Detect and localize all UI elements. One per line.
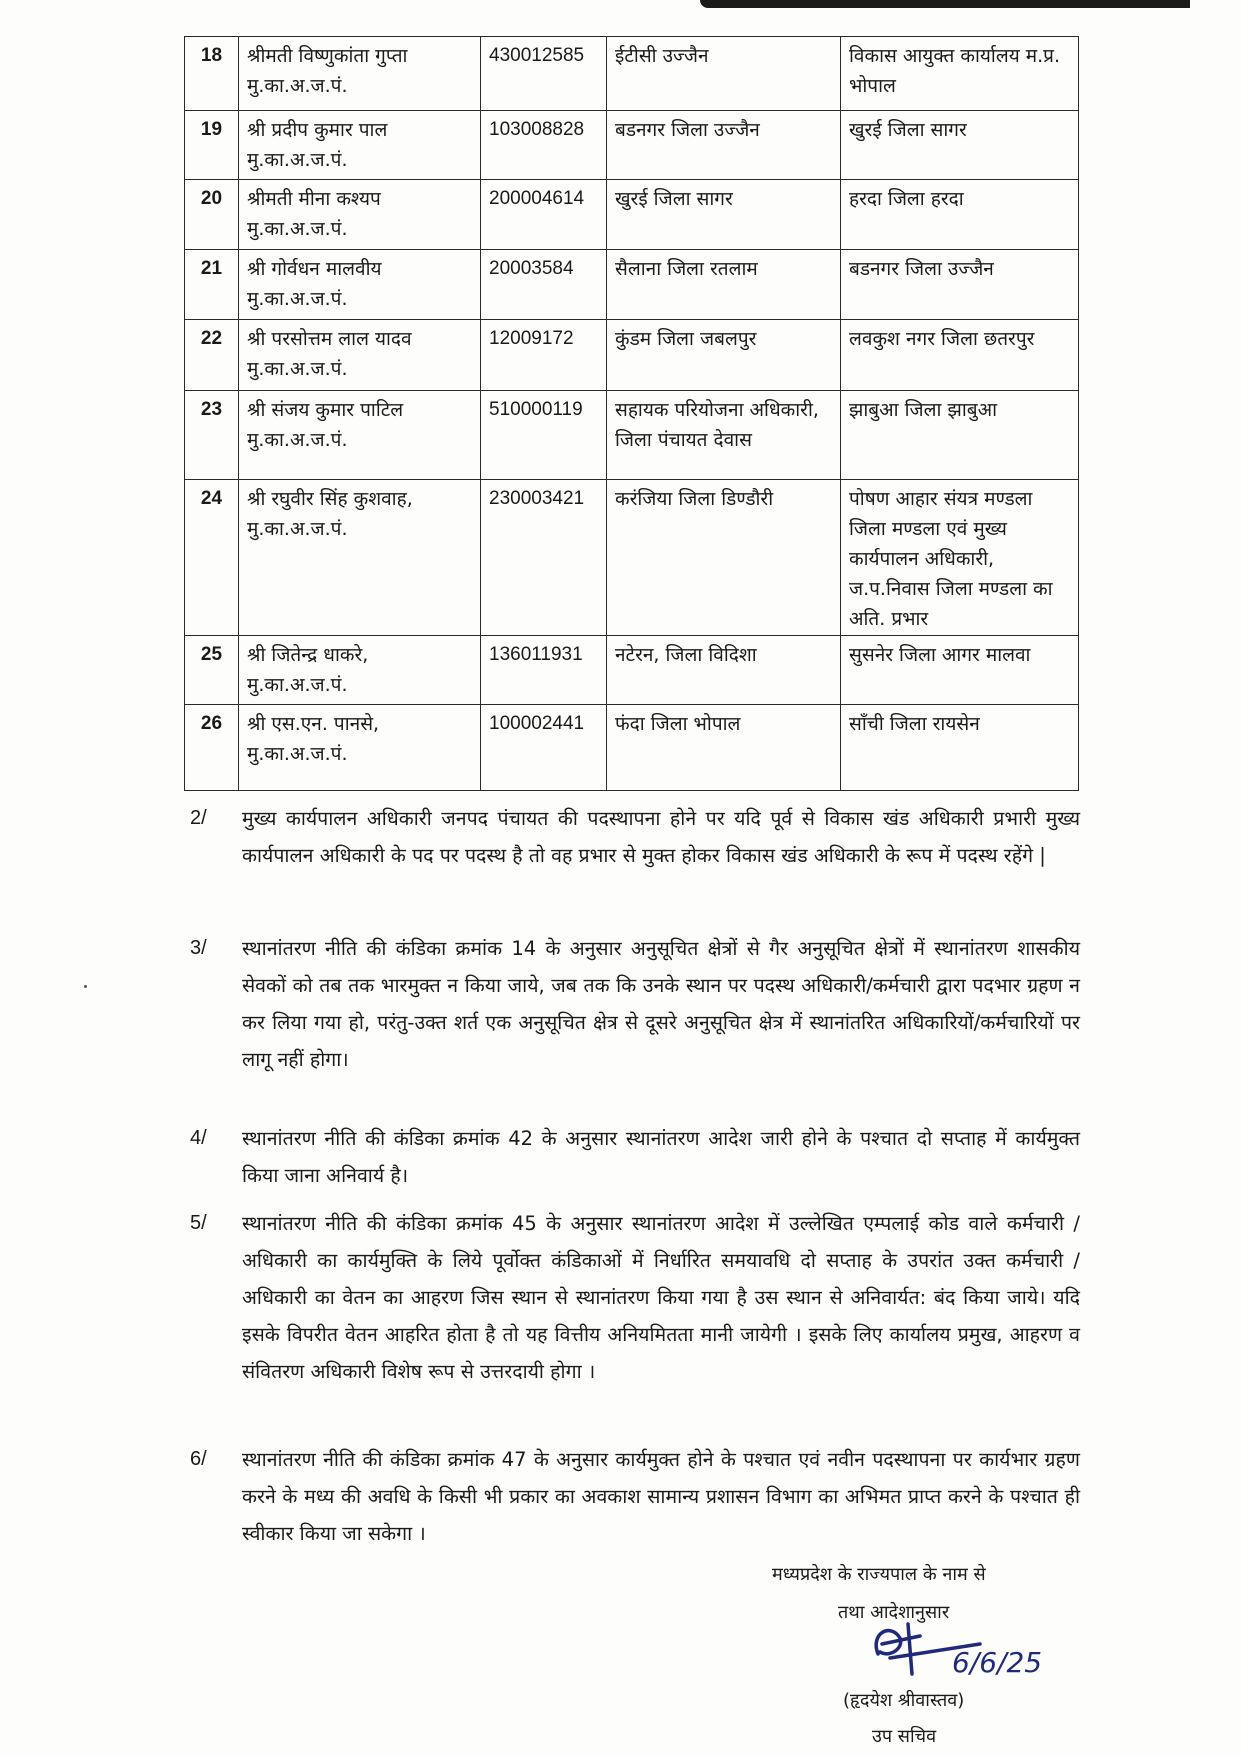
- serial-number-text: 26: [200, 713, 223, 734]
- table-row: [185, 391, 1079, 480]
- current-posting: [607, 180, 841, 250]
- employee-code-text: 103008828: [489, 119, 585, 140]
- current-posting: [607, 480, 841, 636]
- employee-code-text: 510000119: [489, 399, 583, 420]
- instruction-paragraph: [190, 800, 1080, 874]
- current-posting-text: खुरई जिला सागर: [615, 188, 733, 210]
- new-posting: [841, 111, 1079, 180]
- new-posting-text: झाबुआ जिला झाबुआ: [849, 399, 998, 421]
- paragraph-text: स्थानांतरण नीति की कंडिका क्रमांक 42 के अनुसार स्थानांतरण आदेश जारी होने के पश्चात दो सप्ताह में कार्यमुक्त किया जाना अनिवार्य है।: [242, 1127, 1080, 1187]
- instruction-paragraph: [190, 1120, 1080, 1194]
- officer-cell: [239, 480, 481, 636]
- serial-number: [185, 37, 239, 111]
- employee-code: [481, 250, 607, 320]
- officer-cell: [239, 320, 481, 391]
- officer-designation: मु.का.अ.ज.पं.: [247, 358, 348, 380]
- paragraph-text: स्थानांतरण नीति की कंडिका क्रमांक 45 के अनुसार स्थानांतरण आदेश में उल्लेखित एम्पलाई कोड वाले कर्मचारी / अधिकारी का कार्यमुक्ति के लिये पूर्वोक्त कंडिकाओं में निर्धारित समयावधि दो सप्ताह के उपरांत उक्त कर्मचारी / अधिकारी का वेतन का आहरण जिस स्थान से स्थानांतरण किया गया है उस स्थान से अनिवार्यत: बंद किया जाये। यदि इसके विपरीत वेतन आहरित होता है तो यह वित्तीय अनियमितता मानी जायेगी । इसके लिए कार्यालय प्रमुख, आहरण व संवितरण अधिकारी विशेष रूप से उत्तरदायी होगा ।: [242, 1212, 1080, 1383]
- current-posting: [607, 705, 841, 791]
- officer-name: श्रीमती मीना कश्यप: [247, 188, 381, 210]
- new-posting-text: साँची जिला रायसेन: [849, 713, 980, 735]
- officer-designation: मु.का.अ.ज.पं.: [247, 518, 348, 540]
- instruction-paragraph: [190, 1441, 1080, 1552]
- officer-designation: मु.का.अ.ज.पं.: [247, 429, 348, 451]
- employee-code: [481, 480, 607, 636]
- scan-edge-shadow: [700, 0, 1190, 8]
- officer-cell: [239, 180, 481, 250]
- signature-line-1: मध्यप्रदेश के राज्यपाल के नाम से: [772, 1564, 986, 1585]
- employee-code: [481, 705, 607, 791]
- officer-cell: [239, 111, 481, 180]
- scan-speck: [84, 985, 87, 988]
- new-posting: [841, 37, 1079, 111]
- officer-designation: मु.का.अ.ज.पं.: [247, 743, 348, 765]
- new-posting-text: खुरई जिला सागर: [849, 119, 967, 141]
- serial-number: [185, 111, 239, 180]
- officer-cell: [239, 250, 481, 320]
- transfer-table: [184, 36, 1079, 791]
- paragraph-number: 2/: [190, 807, 207, 829]
- officer-designation: मु.का.अ.ज.पं.: [247, 674, 348, 696]
- table-row: [185, 180, 1079, 250]
- new-posting: [841, 705, 1079, 791]
- new-posting-text: विकास आयुक्त कार्यालय म.प्र. भोपाल: [849, 45, 1061, 97]
- current-posting-text: कुंडम जिला जबलपुर: [615, 328, 757, 350]
- new-posting-text: सुसनेर जिला आगर मालवा: [849, 644, 1031, 666]
- current-posting-text: सहायक परियोजना अधिकारी, जिला पंचायत देवास: [615, 399, 819, 451]
- officer-name: श्री गोर्वधन मालवीय: [247, 258, 382, 280]
- new-posting: [841, 180, 1079, 250]
- officer-cell: [239, 705, 481, 791]
- signatory-name: (हृदयेश श्रीवास्तव): [843, 1690, 965, 1711]
- serial-number: [185, 320, 239, 391]
- officer-designation: मु.का.अ.ज.पं.: [247, 288, 348, 310]
- current-posting: [607, 636, 841, 705]
- employee-code-text: 430012585: [489, 45, 585, 66]
- serial-number-text: 20: [200, 188, 223, 209]
- officer-name: श्री एस.एन. पानसे,: [247, 713, 380, 735]
- paragraph-text: स्थानांतरण नीति की कंडिका क्रमांक 14 के अनुसार अनुसूचित क्षेत्रों से गैर अनुसूचित क्षेत्रों में स्थानांतरण शासकीय सेवकों को तब तक भारमुक्त न किया जाये, जब तक कि उनके स्थान पर पदस्थ अधिकारी/कर्मचारी द्वारा पदभार ग्रहण न कर लिया गया हो, परंतु-उक्त शर्त एक अनुसूचित क्षेत्र से दूसरे अनुसूचित क्षेत्र में स्थानांतरित अधिकारियों/कर्मचारियों पर लागू नहीं होगा।: [242, 937, 1080, 1071]
- current-posting: [607, 37, 841, 111]
- officer-designation: मु.का.अ.ज.पं.: [247, 149, 348, 171]
- serial-number-text: 22: [200, 328, 223, 349]
- employee-code-text: 100002441: [489, 713, 585, 734]
- employee-code: [481, 320, 607, 391]
- current-posting-text: बडनगर जिला उज्जैन: [615, 119, 760, 141]
- serial-number-text: 18: [200, 45, 223, 66]
- table-row: [185, 37, 1079, 111]
- table-row: [185, 320, 1079, 391]
- officer-cell: [239, 37, 481, 111]
- serial-number-text: 25: [200, 644, 223, 665]
- instruction-paragraph: [190, 1205, 1080, 1390]
- current-posting-text: ईटीसी उज्जैन: [615, 45, 709, 67]
- current-posting: [607, 111, 841, 180]
- serial-number: [185, 636, 239, 705]
- signature-line-2: तथा आदेशानुसार: [838, 1602, 950, 1623]
- officer-name: श्री जितेन्द्र धाकरे,: [247, 644, 369, 666]
- employee-code-text: 230003421: [489, 488, 585, 509]
- paragraph-number: 6/: [190, 1448, 207, 1470]
- employee-code: [481, 391, 607, 480]
- paragraph-number: 4/: [190, 1127, 207, 1149]
- serial-number: [185, 180, 239, 250]
- officer-name: श्री प्रदीप कुमार पाल: [247, 119, 388, 141]
- officer-name: श्री परसोत्तम लाल यादव: [247, 328, 412, 350]
- serial-number-text: 23: [200, 399, 223, 420]
- current-posting-text: करंजिया जिला डिण्डौरी: [615, 488, 774, 510]
- table-row: [185, 480, 1079, 636]
- new-posting-text: हरदा जिला हरदा: [849, 188, 964, 210]
- new-posting: [841, 636, 1079, 705]
- serial-number: [185, 250, 239, 320]
- paragraph-text: मुख्य कार्यपालन अधिकारी जनपद पंचायत की पदस्थापना होने पर यदि पूर्व से विकास खंड अधिकारी प्रभारी मुख्य कार्यपालन अधिकारी के पद पर पदस्थ है तो वह प्रभार से मुक्त होकर विकास खंड अधिकारी के रूप में पदस्थ रहेंगे |: [242, 807, 1080, 867]
- signatory-title: उप सचिव: [872, 1726, 937, 1747]
- new-posting-text: लवकुश नगर जिला छतरपुर: [849, 328, 1035, 350]
- serial-number: [185, 391, 239, 480]
- new-posting-text: पोषण आहार संयत्र मण्डला जिला मण्डला एवं मुख्य कार्यपालन अधिकारी, ज.प.निवास जिला मण्डला का अति. प्रभार: [849, 488, 1053, 630]
- table-row: [185, 250, 1079, 320]
- serial-number-text: 19: [200, 119, 223, 140]
- paragraph-text: स्थानांतरण नीति की कंडिका क्रमांक 47 के अनुसार कार्यमुक्त होने के पश्चात एवं नवीन पदस्थापना पर कार्यभार ग्रहण करने के मध्य की अवधि के किसी भी प्रकार का अवकाश सामान्य प्रशासन विभाग का अभिमत प्राप्त करने के पश्चात ही स्वीकार किया जा सकेगा ।: [242, 1448, 1080, 1545]
- current-posting-text: नटेरन, जिला विदिशा: [615, 644, 757, 666]
- handwritten-signature: [860, 1614, 1080, 1684]
- new-posting: [841, 250, 1079, 320]
- serial-number: [185, 480, 239, 636]
- employee-code: [481, 37, 607, 111]
- instruction-paragraph: [190, 930, 1080, 1078]
- current-posting: [607, 250, 841, 320]
- officer-cell: [239, 636, 481, 705]
- serial-number: [185, 705, 239, 791]
- new-posting: [841, 320, 1079, 391]
- current-posting: [607, 320, 841, 391]
- officer-name: श्री रघुवीर सिंह कुशवाह,: [247, 488, 413, 510]
- paragraph-number: 3/: [190, 937, 207, 959]
- officer-designation: मु.का.अ.ज.पं.: [247, 75, 348, 97]
- officer-cell: [239, 391, 481, 480]
- employee-code: [481, 636, 607, 705]
- employee-code: [481, 111, 607, 180]
- serial-number-text: 24: [200, 488, 223, 509]
- officer-name: श्री संजय कुमार पाटिल: [247, 399, 404, 421]
- employee-code-text: 200004614: [489, 188, 585, 209]
- officer-name: श्रीमती विष्णुकांता गुप्ता: [247, 45, 408, 67]
- current-posting-text: सैलाना जिला रतलाम: [615, 258, 758, 280]
- table-row: [185, 705, 1079, 791]
- employee-code-text: 12009172: [489, 328, 574, 349]
- employee-code-text: 20003584: [489, 258, 574, 279]
- employee-code: [481, 180, 607, 250]
- signature-date: 6/6/25: [952, 1646, 1043, 1679]
- current-posting: [607, 391, 841, 480]
- employee-code-text: 136011931: [489, 644, 583, 665]
- officer-designation: मु.का.अ.ज.पं.: [247, 218, 348, 240]
- serial-number-text: 21: [200, 258, 223, 279]
- table-row: [185, 111, 1079, 180]
- new-posting-text: बडनगर जिला उज्जैन: [849, 258, 994, 280]
- new-posting: [841, 391, 1079, 480]
- new-posting: [841, 480, 1079, 636]
- current-posting-text: फंदा जिला भोपाल: [615, 713, 741, 735]
- table-row: [185, 636, 1079, 705]
- paragraph-number: 5/: [190, 1212, 207, 1234]
